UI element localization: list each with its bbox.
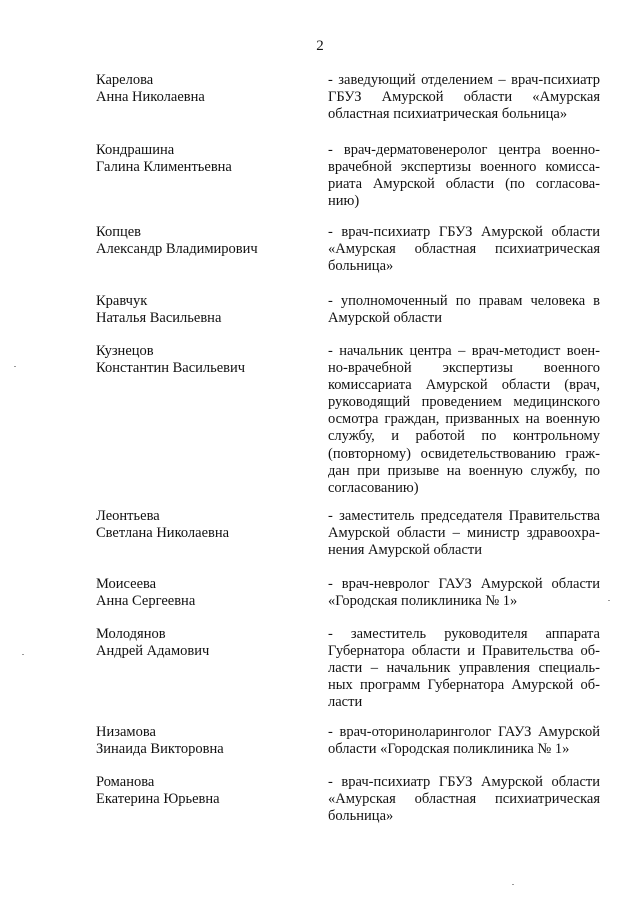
scan-speck — [22, 654, 24, 655]
member-surname: Романова — [96, 774, 155, 790]
position-line: больница» — [328, 808, 394, 825]
member-name — [96, 774, 311, 808]
member-given-names: Светлана Николаевна — [96, 525, 230, 541]
member-surname: Молодянов — [96, 626, 166, 642]
member-position — [328, 343, 600, 497]
position-line: области «Городская поликлиника № 1» — [328, 741, 570, 758]
member-name — [96, 343, 311, 377]
member-name — [96, 576, 311, 610]
member-given-names: Константин Васильевич — [96, 360, 246, 376]
position-line: но-врачебной экспертизы военного — [328, 360, 600, 377]
member-name — [96, 724, 311, 758]
position-line: больница» — [328, 258, 394, 275]
member-given-names: Галина Климентьевна — [96, 159, 232, 175]
scan-speck — [14, 366, 16, 367]
position-line: - заведующий отделением – врач-психиатр — [328, 72, 600, 88]
position-line: ных программ Губернатора Амурской об- — [328, 677, 600, 694]
position-line: Губернатора области и Правительства об- — [328, 643, 600, 660]
member-surname: Кузнецов — [96, 343, 154, 359]
member-name — [96, 508, 311, 542]
position-line: руководящий проведением медицинского — [328, 394, 600, 411]
position-line: «Амурская областная психиатрическая — [328, 241, 600, 258]
member-position — [328, 293, 600, 327]
scan-speck — [512, 884, 514, 885]
position-line: - врач-оториноларинголог ГАУЗ Амурской — [328, 724, 600, 740]
position-line: (повторному) освидетельствованию граж- — [328, 445, 600, 462]
member-surname: Низамова — [96, 724, 156, 740]
member-given-names: Анна Николаевна — [96, 89, 205, 105]
position-line: - врач-психиатр ГБУЗ Амурской области — [328, 224, 600, 240]
position-line: - заместитель председателя Правительства — [328, 508, 600, 524]
position-line: осмотра граждан, призванных на военную — [328, 411, 600, 428]
member-surname: Карелова — [96, 72, 154, 88]
member-surname: Кондрашина — [96, 142, 175, 158]
position-line: нию) — [328, 193, 360, 210]
position-line: риата Амурской области (по согласова- — [328, 176, 600, 193]
member-given-names: Зинаида Викторовна — [96, 741, 224, 757]
member-given-names: Екатерина Юрьевна — [96, 791, 220, 807]
member-name — [96, 72, 311, 106]
member-position — [328, 508, 600, 559]
position-line: «Амурская областная психиатрическая — [328, 791, 600, 808]
member-position — [328, 626, 600, 711]
member-position — [328, 724, 600, 758]
member-name — [96, 142, 311, 176]
member-position — [328, 142, 600, 210]
position-line: дан при призыве на военную службу, по — [328, 462, 600, 479]
position-line: - начальник центра – врач-методист воен- — [328, 343, 600, 359]
member-position — [328, 576, 600, 610]
member-surname: Копцев — [96, 224, 142, 240]
position-line: - врач-невролог ГАУЗ Амурской области — [328, 576, 600, 592]
position-line: ласти – начальник управления специаль- — [328, 660, 600, 677]
position-line: Амурской области – министр здравоохра- — [328, 525, 600, 542]
member-given-names: Анна Сергеевна — [96, 593, 196, 609]
member-given-names: Наталья Васильевна — [96, 310, 222, 326]
position-line: ГБУЗ Амурской области «Амурская — [328, 89, 600, 106]
position-line: Амурской области — [328, 310, 442, 327]
position-line: нения Амурской области — [328, 542, 483, 559]
position-line: врачебной экспертизы военного комисса- — [328, 159, 600, 176]
position-line: комиссариата Амурской области (врач, — [328, 377, 600, 394]
scan-speck — [608, 600, 610, 601]
position-line: - врач-дерматовенеролог центра военно- — [328, 142, 600, 158]
position-line: ласти — [328, 694, 363, 711]
member-name — [96, 224, 311, 258]
member-position — [328, 224, 600, 275]
member-name — [96, 293, 311, 327]
member-surname: Кравчук — [96, 293, 148, 309]
member-surname: Моисеева — [96, 576, 157, 592]
position-line: службу, и работой по контрольному — [328, 428, 600, 445]
position-line: - уполномоченный по правам человека в — [328, 293, 600, 309]
position-line: «Городская поликлиника № 1» — [328, 593, 518, 610]
member-given-names: Андрей Адамович — [96, 643, 210, 659]
page-number: 2 — [316, 38, 324, 54]
member-position — [328, 774, 600, 825]
member-position — [328, 72, 600, 123]
position-line: областная психиатрическая больница» — [328, 106, 568, 123]
member-name — [96, 626, 311, 660]
position-line: согласованию) — [328, 479, 419, 496]
position-line: - врач-психиатр ГБУЗ Амурской области — [328, 774, 600, 790]
position-line: - заместитель руководителя аппарата — [328, 626, 600, 642]
member-surname: Леонтьева — [96, 508, 160, 524]
member-given-names: Александр Владимирович — [96, 241, 258, 257]
